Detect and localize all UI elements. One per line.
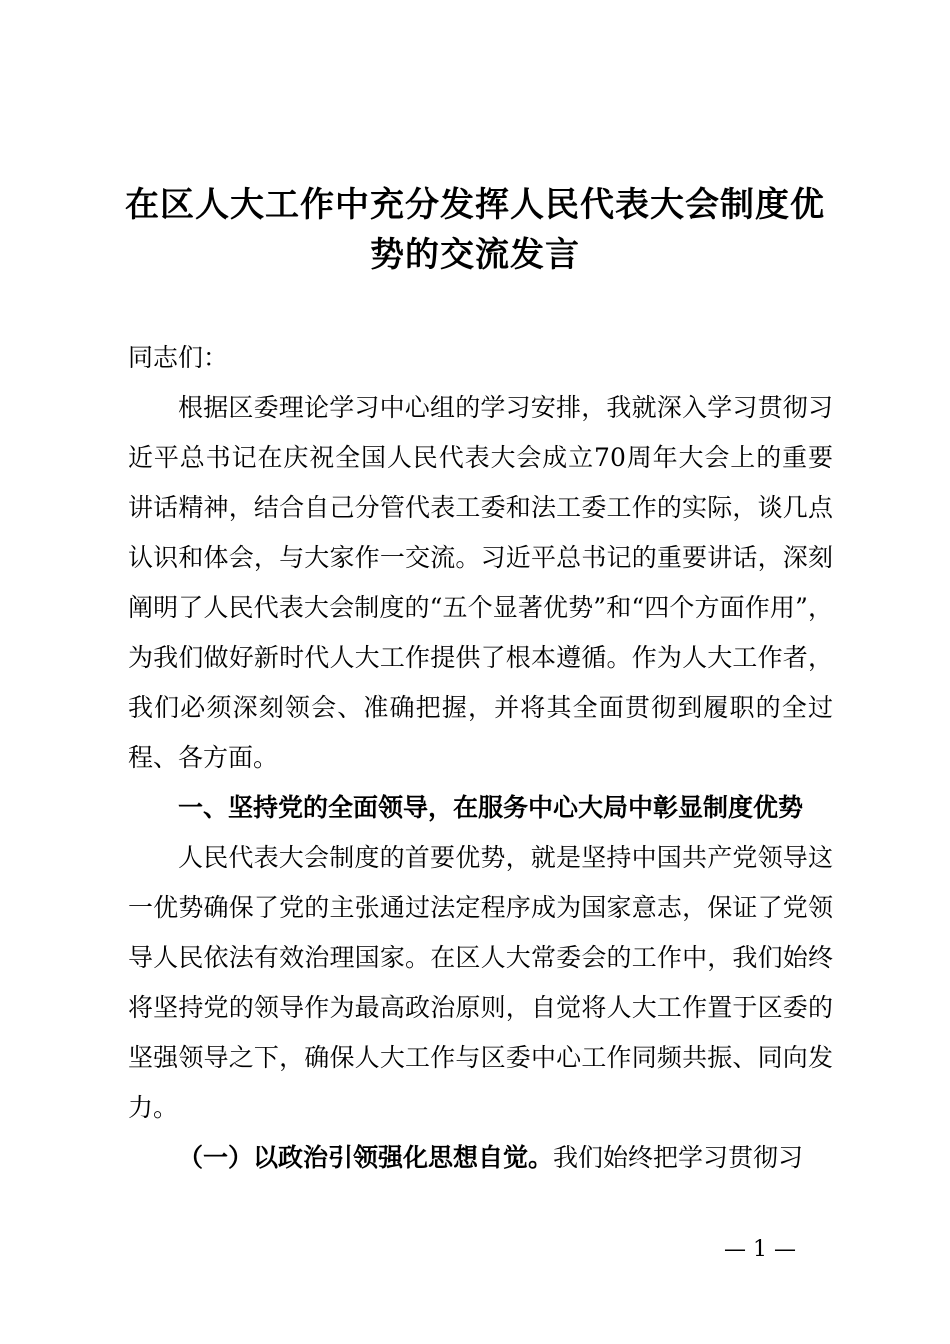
subsection-1-text: 我们始终把学习贯彻习 [553,1143,804,1172]
subsection-1-lead: （一）以政治引领强化思想自觉。 [178,1143,554,1172]
paragraph-subsection-1 [128,1133,833,1183]
document-title [110,180,840,280]
salutation: 同志们： [128,343,229,372]
title-line-1: 在区人大工作中充分发挥人民代表大会制度优 [125,185,825,225]
paragraph-section-1: 人民代表大会制度的首要优势，就是坚持中国共产党领导这一优势确保了党的主张通过法定程序成为国家意志，保证了党领导人民依法有效治理国家。在区人大常委会的工作中，我们始终将坚持党的领导作为最高政治原则，自觉将人大工作置于区委的坚强领导之下，确保人大工作与区委中心工作同频共振、同向发力。 [128,843,833,1122]
page-number: — 1 — [724,1237,796,1262]
title-line-2: 势的交流发言 [370,235,580,275]
section-heading-1: 一、坚持党的全面领导，在服务中心大局中彰显制度优势 [178,793,804,822]
paragraph-intro: 根据区委理论学习中心组的学习安排，我就深入学习贯彻习近平总书记在庆祝全国人民代表大会成立70周年大会上的重要讲话精神，结合自己分管代表工委和法工委工作的实际，谈几点认识和体会，与大家作一交流。习近平总书记的重要讲话，深刻阐明了人民代表大会制度的“五个显著优势”和“四个方面作用”，为我们做好新时代人大工作提供了根本遵循。作为人大工作者，我们必须深刻领会、准确把握，并将其全面贯彻到履职的全过程、各方面。 [128,393,833,772]
document-body [128,333,833,1183]
